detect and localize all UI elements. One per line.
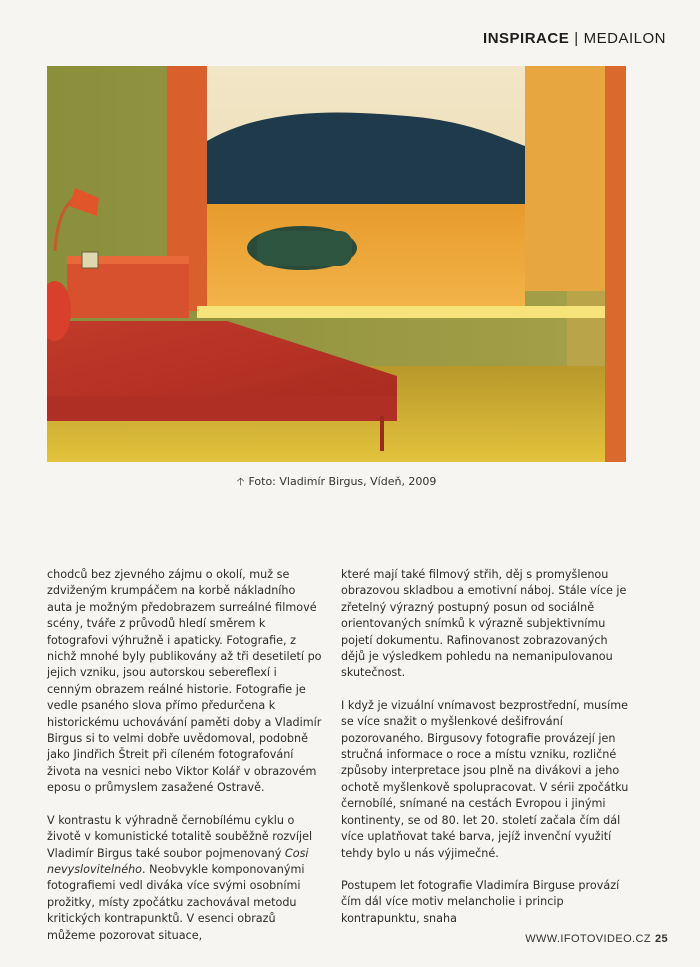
article-column-right <box>341 567 629 943</box>
work-title: Cosi nevyslovitelného <box>47 846 309 876</box>
section-title: INSPIRACE <box>483 30 570 47</box>
paragraph: které mají také filmový střih, děj s promyšlenou obrazovou skladbou a emotivní náboj. Stále více je zřetelný výrazný postupný posun od sociálně orientovaných snímků k výrazně subjektivnímu pojetí dokumentu. Rafinovanost zobrazovaných dějů je výsledkem pohledu na nemanipulovanou skutečnost. <box>341 568 627 680</box>
section-header <box>483 30 666 47</box>
page-number: 25 <box>654 933 668 945</box>
website-url[interactable]: WWW.IFOTOVIDEO.CZ <box>525 933 651 945</box>
photo-caption <box>47 473 626 492</box>
header-separator: | <box>574 30 579 47</box>
hotel-room-photo <box>47 66 626 462</box>
page-footer <box>525 933 668 945</box>
paragraph-part: V kontrastu k výhradně černobílému cyklu o životě v komunistické totalitě souběžně rozvíjel Vladimír Birgus také soubor pojmenovaný <box>47 813 313 860</box>
paragraph-part: . Neobvykle komponovanými fotografiemi vedl diváka více svými osobními prožitky, místy zpočátku zachovával metodu kritických kontrapunktů. V esenci obrazů můžeme pozorovat situace, <box>47 862 305 942</box>
paragraph: I když je vizuální vnímavost bezprostřední, musíme se více snažit o myšlenkové dešifrování pozorovaného. Birgusovy fotografie provázejí jen stručná informace o roce a místu vzniku, rozličné způsoby interpretace jsou plně na divákovi a jeho ochotě myšlenkově spolupracovat. V sérii zpočátku černobílé, snímané na cestách Evropou i jinými kontinenty, se od 80. let 20. století začala čím dál více uplatňovat také barva, jejíž invenční využití tehdy bylo u nás výjimečné. <box>341 698 629 860</box>
article-column-left <box>47 567 323 960</box>
caption-text: Foto: Vladimír Birgus, Vídeň, 2009 <box>248 475 437 488</box>
paragraph <box>47 813 323 944</box>
paragraph: Postupem let fotografie Vladimíra Birguse provází čím dál více motiv melancholie i princip kontrapunktu, snaha <box>341 878 620 925</box>
subsection-title: MEDAILON <box>583 30 666 47</box>
arrow-up-icon: 🡡 <box>236 475 245 488</box>
paragraph: chodců bez zjevného zájmu o okolí, muž se zdviženým krumpáčem na korbě nákladního auta je možným předobrazem surreálné filmové scény, tváře z průvodů hledí směrem k fotografovi výhružně i apaticky. Fotografie, z nichž mnohé byly publikovány až tři desetiletí po jejich vzniku, jsou autorskou sebereflexí i cenným obrazem reálné historie. Fotografie je vedle psaného slova přímo předurčena k historickému uchovávání paměti doby a Vladimír Birgus si to velmi dobře uvědomoval, podobně jako Jindřich Štreit při cíleném fotografování života na vesnici nebo Viktor Kolář v obrazovém eposu o průmyslem zasažené Ostravě. <box>47 568 322 795</box>
